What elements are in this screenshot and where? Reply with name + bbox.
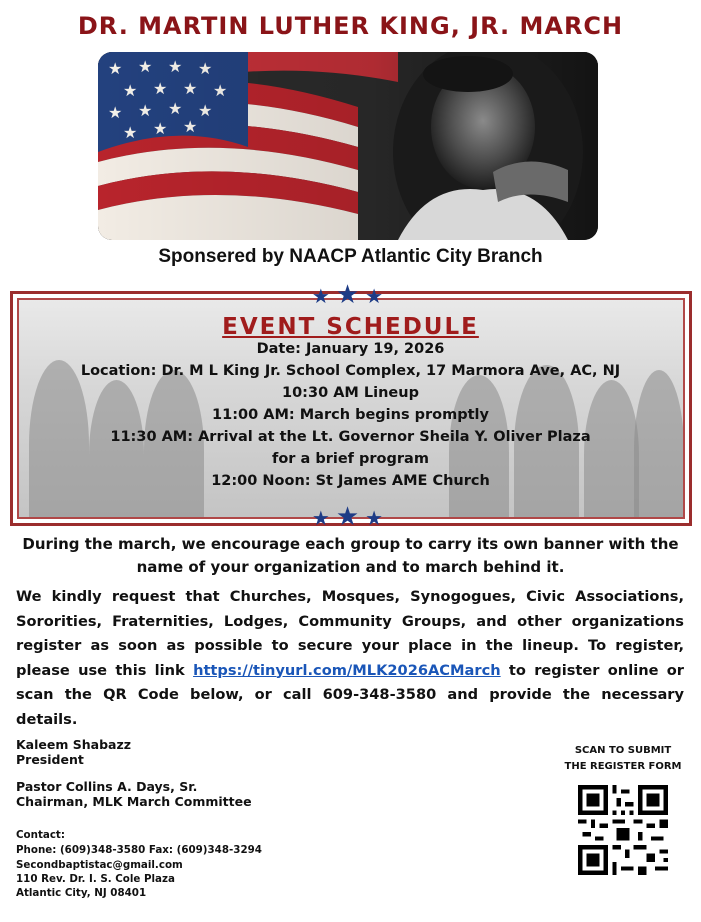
request-text-after: to register online or scan the QR Code below, or call 609-348-3580 and provide the necessary details. [16, 661, 685, 728]
top-stars-decoration [0, 280, 701, 310]
qr-code-icon [578, 785, 668, 875]
contact-email[interactable]: Secondbaptistac@gmail.com [16, 859, 183, 871]
qr-caption [548, 743, 698, 775]
contact-address-line1: 110 Rev. Dr. I. S. Cole Plaza [16, 873, 175, 885]
schedule-noon: 12:00 Noon: St James AME Church [211, 473, 490, 489]
registration-link[interactable]: https://tinyurl.com/MLK2026ACMarch [193, 661, 501, 679]
schedule-heading: EVENT SCHEDULE [222, 314, 479, 340]
qr-code[interactable] [578, 785, 668, 875]
star-icon: ★ [335, 280, 366, 310]
banner-note: During the march, we encourage each group to carry its own banner with the name of your organization and to march behind it. [22, 535, 679, 576]
contact-label: Contact: [16, 829, 65, 841]
hero-image [98, 52, 598, 240]
signatory-role: President [16, 752, 84, 767]
bottom-stars-decoration [0, 502, 701, 532]
schedule-program: for a brief program [272, 451, 429, 467]
contact-phone: Phone: (609)348-3580 Fax: (609)348-3294 [16, 844, 262, 856]
qr-caption-line2: THE REGISTER FORM [564, 761, 682, 772]
star-icon: ★ [335, 502, 366, 532]
request-text-before: We kindly request that Churches, Mosques, Synogogues, Civic Associations, Sororities, Fraternities, Lodges, Community Groups, and other organizations register as soon as possible to secure your place in the lineup. To register, please use this link [16, 588, 684, 679]
qr-caption-line1: SCAN TO SUBMIT [574, 745, 672, 756]
signatory-1 [16, 737, 131, 767]
schedule-arrival: 11:30 AM: Arrival at the Lt. Governor Sheila Y. Oliver Plaza [110, 429, 591, 445]
star-icon: ★ [365, 284, 390, 308]
contact-block [16, 828, 262, 900]
schedule-location: Location: Dr. M L King Jr. School Complex, 17 Marmora Ave, AC, NJ [80, 363, 621, 379]
schedule-lineup: 10:30 AM Lineup [282, 385, 419, 401]
page-title: DR. MARTIN LUTHER KING, JR. MARCH [77, 12, 624, 40]
registration-request [16, 585, 684, 732]
schedule-date: Date: January 19, 2026 [256, 341, 445, 357]
contact-address-line2: Atlantic City, NJ 08401 [16, 887, 147, 899]
schedule-march-start: 11:00 AM: March begins promptly [212, 407, 489, 423]
star-icon: ★ [365, 506, 390, 530]
signatory-role: Chairman, MLK March Committee [16, 794, 252, 809]
mlk-portrait-with-flag-icon [98, 52, 598, 240]
signatory-name: Kaleem Shabazz [16, 737, 132, 752]
star-icon: ★ [311, 284, 336, 308]
star-icon: ★ [311, 506, 336, 530]
signatory-name: Pastor Collins A. Days, Sr. [16, 779, 198, 794]
sponsor-line: Sponsered by NAACP Atlantic City Branch [158, 246, 543, 267]
signatory-2 [16, 779, 252, 809]
